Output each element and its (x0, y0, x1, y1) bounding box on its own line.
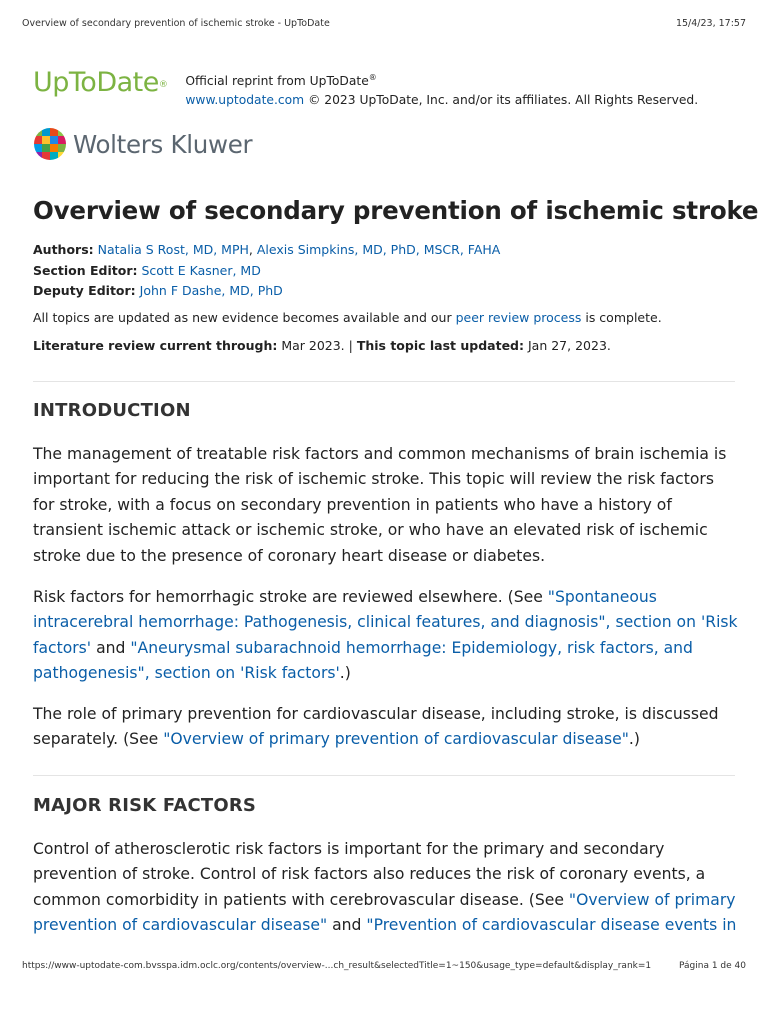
reprint-banner (33, 68, 698, 110)
ich-topic-link[interactable]: "Spontaneous intracerebral hemorrhage: Pathogenesis, clinical features, and diagnosis", section on 'Risk factors' (33, 588, 738, 657)
peer-review-link[interactable]: peer review process (455, 310, 582, 325)
intro-paragraph-1: The management of treatable risk factors and common mechanisms of brain ischemia is important for reducing the risk of ischemic stroke. This topic will review the risk factors for stroke, with a focus on secondary prevention in patients who have a history of transient ischemic attack or ischemic stroke, or who have an elevated risk of ischemic stroke due to the presence of coronary heart disease or diabetes. (33, 445, 727, 565)
print-header-title: Overview of secondary prevention of ischemic stroke - UpToDate (22, 18, 330, 29)
major-risk-factors-heading: MAJOR RISK FACTORS (33, 795, 257, 816)
print-footer-url: https://www-uptodate-com.bvsspa.idm.oclc.org/contents/overview-...ch_result&selectedTitle=1~150&usage_type=default&display_rank=1 (22, 961, 652, 971)
reprint-line: Official reprint from UpToDate (185, 74, 369, 89)
authors-label: Authors: (33, 242, 94, 257)
last-updated-value: Jan 27, 2023. (524, 338, 611, 353)
article-credits: Authors: Natalia S Rost, MD, MPH, Alexis Simpkins, MD, PhD, MSCR, FAHA Section Editor: Scott E Kasner, MD Deputy Editor: John F Dashe, MD, PhD (33, 242, 501, 298)
lit-review-value: Mar 2023. | (277, 338, 357, 353)
publisher-name: Wolters Kluwer (73, 129, 253, 159)
print-header (22, 18, 746, 29)
article-title: Overview of secondary prevention of ischemic stroke (33, 196, 759, 225)
update-note: All topics are updated as new evidence becomes available and our peer review process is complete. (33, 310, 662, 325)
section-editor-label: Section Editor: (33, 262, 138, 278)
major-risk-paragraph-1: Control of atherosclerotic risk factors is important for the primary and secondary prevention of stroke. Control of risk factors also reduces the risk of coronary events, a common comorbidity in patients with cerebrovascular disease. (See "Overview of primary prevention of cardiovascular disease" and "Prevention of cardiovascular disease events in (33, 840, 737, 935)
deputy-editor-link[interactable]: John F Dashe, MD, PhD (139, 283, 283, 298)
section-editor-link[interactable]: Scott E Kasner, MD (141, 262, 261, 278)
introduction-heading: INTRODUCTION (33, 400, 191, 421)
last-updated-label: This topic last updated: (356, 338, 525, 353)
intro-paragraph-3: The role of primary prevention for cardiovascular disease, including stroke, is discussed separately. (See "Overview of primary prevention of cardiovascular disease".) (33, 705, 719, 749)
uptodate-site-link[interactable]: www.uptodate.com (185, 93, 305, 108)
print-footer-page: Página 1 de 40 (679, 961, 746, 971)
lit-review-label: Literature review current through: (33, 338, 278, 353)
primary-prevention-link[interactable]: "Overview of primary prevention of cardiovascular disease" (163, 730, 629, 749)
sah-topic-link[interactable]: "Aneurysmal subarachnoid hemorrhage: Epidemiology, risk factors, and pathogenesis", section on 'Risk factors' (33, 638, 693, 683)
uptodate-logo[interactable]: UpToDate® (33, 67, 168, 98)
review-dates (33, 338, 611, 353)
wolters-kluwer-globe-icon (33, 127, 67, 161)
intro-paragraph-2: Risk factors for hemorrhagic stroke are reviewed elsewhere. (See "Spontaneous intracerebral hemorrhage: Pathogenesis, clinical features, and diagnosis", section on 'Risk factors' and "Aneurysmal subarachnoid hemorrhage: Epidemiology, risk factors, and pathogenesis", section on 'Risk factors'.) (33, 588, 738, 683)
publisher-logo (33, 127, 252, 161)
print-footer (22, 961, 746, 971)
author-link-simpkins[interactable]: Alexis Simpkins, MD, PhD, MSCR, FAHA (256, 242, 501, 257)
reprint-notice: Official reprint from UpToDate® www.uptodate.com © 2023 UpToDate, Inc. and/or its affiliates. All Rights Reserved. (185, 73, 699, 108)
cvd-events-prevention-link[interactable]: "Prevention of cardiovascular disease events in (366, 916, 737, 935)
primary-prevention-link-2[interactable]: "Overview of primary prevention of cardiovascular disease" (33, 890, 736, 935)
divider (33, 381, 735, 382)
deputy-editor-label: Deputy Editor: (33, 283, 136, 298)
author-link-rost[interactable]: Natalia S Rost, MD, MPH (97, 242, 249, 257)
print-header-datetime: 15/4/23, 17:57 (675, 18, 746, 29)
divider (33, 775, 735, 776)
rights-text: © 2023 UpToDate, Inc. and/or its affiliates. All Rights Reserved. (304, 93, 699, 108)
